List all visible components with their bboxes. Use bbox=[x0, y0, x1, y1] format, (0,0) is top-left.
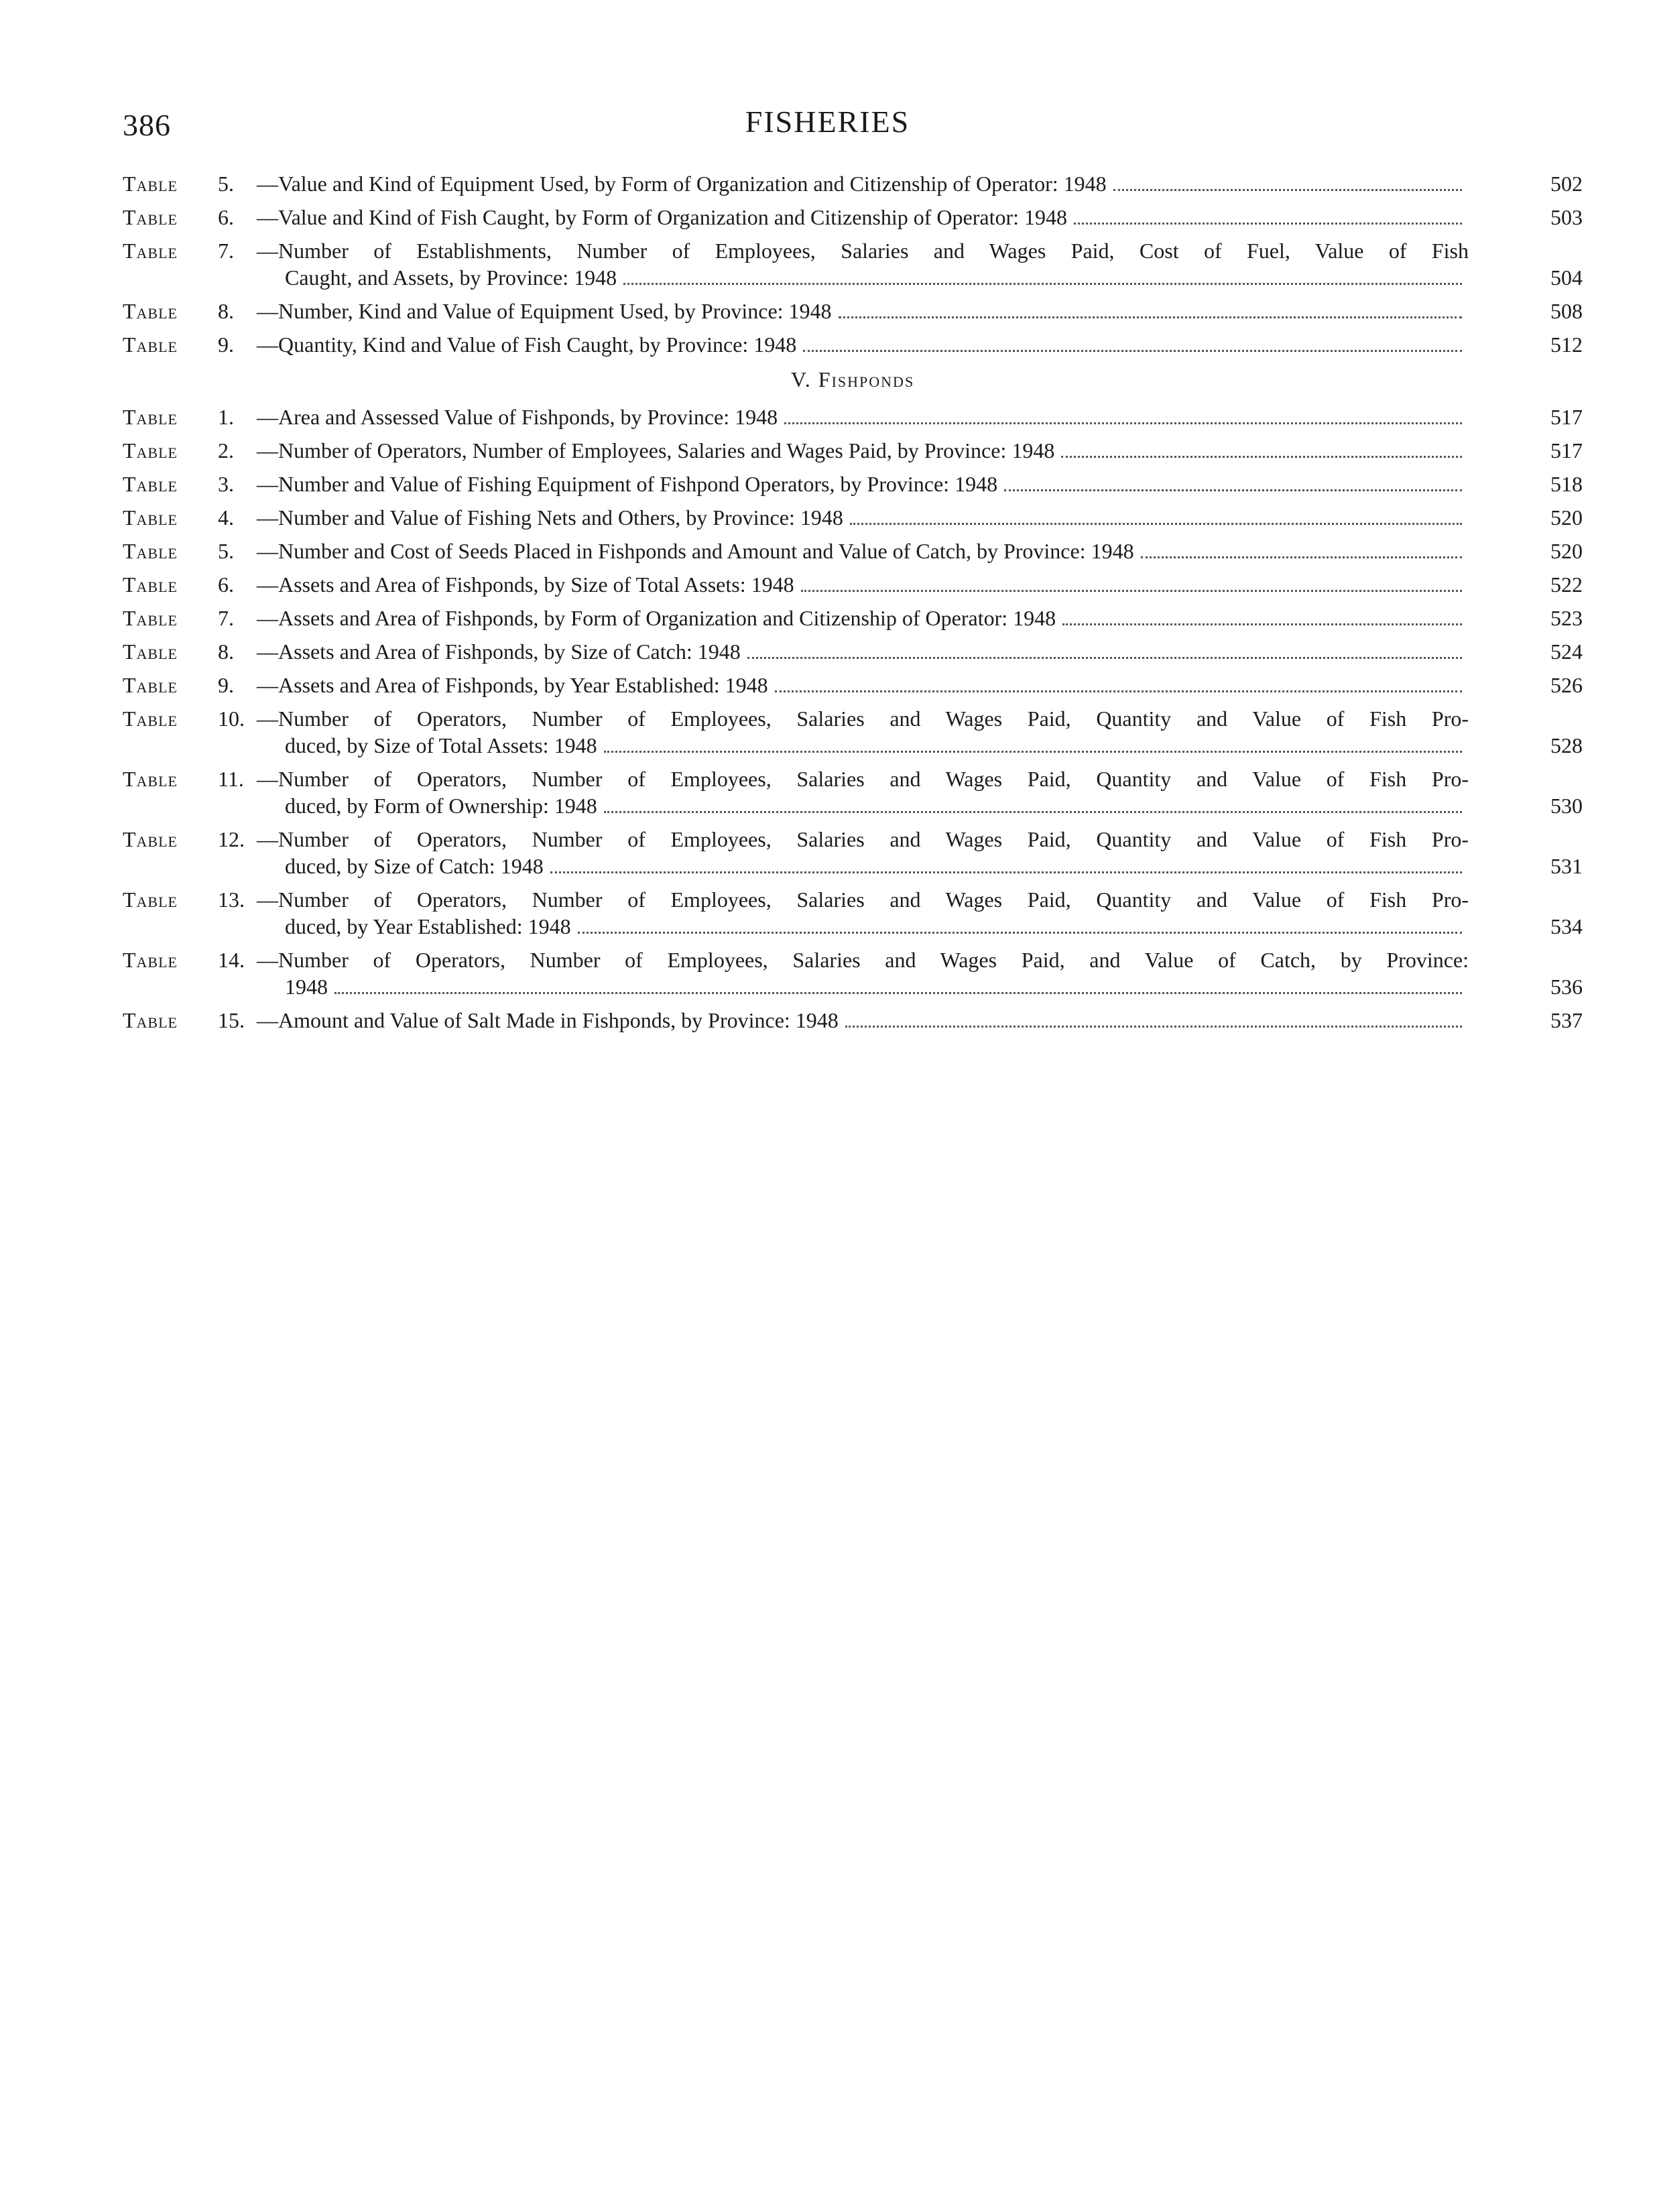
toc-entry bbox=[123, 331, 1583, 358]
toc-entry-number: 4. bbox=[218, 505, 234, 530]
toc-entry-page: 504 bbox=[1550, 265, 1583, 290]
toc-entry-label: Table bbox=[123, 706, 178, 731]
toc-entry-title-line-1: —Number of Operators, Number of Employees, Salaries and Wages Paid, Quantity and Value of Fish Pro- bbox=[257, 767, 1469, 791]
toc-entry-number: 5. bbox=[218, 172, 234, 196]
toc-entry-number: 14. bbox=[218, 948, 245, 972]
dot-leader bbox=[1062, 623, 1462, 625]
toc-entry-title: —Number of Operators, Number of Employees, Salaries and Wages Paid, by Province: 1948 bbox=[257, 438, 1055, 463]
running-head-title: FISHERIES bbox=[745, 105, 910, 139]
toc-entry bbox=[123, 204, 1583, 231]
toc-entry-label: Table bbox=[123, 239, 178, 263]
toc-entry-number: 9. bbox=[218, 673, 234, 697]
toc-entry-title-line-1: —Number of Operators, Number of Employees, Salaries and Wages Paid, Quantity and Value of Fish Pro- bbox=[257, 706, 1469, 731]
toc-entry bbox=[123, 946, 1583, 1000]
dot-leader bbox=[604, 751, 1462, 753]
toc-entry-number: 1. bbox=[218, 405, 234, 429]
toc-entry-title: —Assets and Area of Fishponds, by Size of Catch: 1948 bbox=[257, 639, 741, 664]
toc-entry-page: 534 bbox=[1550, 914, 1583, 938]
toc-entry-label: Table bbox=[123, 827, 178, 851]
toc-entry bbox=[123, 471, 1583, 497]
toc-entry-label: Table bbox=[123, 472, 178, 496]
toc-entry-page: 528 bbox=[1550, 733, 1583, 757]
toc-entry-page: 520 bbox=[1550, 539, 1583, 563]
toc-entry-number: 12. bbox=[218, 827, 245, 851]
toc-entry-number: 2. bbox=[218, 438, 234, 463]
toc-entry-title: —Quantity, Kind and Value of Fish Caught, by Province: 1948 bbox=[257, 332, 797, 357]
toc-entry-label: Table bbox=[123, 172, 178, 196]
toc-entry-label: Table bbox=[123, 606, 178, 630]
dot-leader bbox=[1113, 189, 1462, 191]
toc-entry-title: —Value and Kind of Fish Caught, by Form of Organization and Citizenship of Operator: 1948 bbox=[257, 205, 1067, 229]
dot-leader bbox=[1074, 223, 1462, 225]
toc-entry-number: 15. bbox=[218, 1008, 245, 1032]
toc-entry-page: 502 bbox=[1550, 172, 1583, 196]
dot-leader bbox=[1004, 489, 1462, 491]
toc-entry-number: 7. bbox=[218, 606, 234, 630]
toc-entry-title-line-2: 1948 bbox=[285, 975, 328, 999]
toc-entry-page: 537 bbox=[1550, 1008, 1583, 1032]
dot-leader bbox=[550, 871, 1462, 873]
toc-entry bbox=[123, 826, 1583, 879]
dot-leader bbox=[801, 590, 1462, 592]
toc-entry-label: Table bbox=[123, 405, 178, 429]
toc-entry-title-line-2: duced, by Form of Ownership: 1948 bbox=[285, 794, 597, 818]
toc-entry-label: Table bbox=[123, 887, 178, 912]
toc-entry bbox=[123, 538, 1583, 564]
toc-entry-label: Table bbox=[123, 539, 178, 563]
toc-entry-page: 530 bbox=[1550, 794, 1583, 818]
table-of-contents bbox=[123, 170, 1583, 1040]
toc-entry-label: Table bbox=[123, 1008, 178, 1032]
toc-entry bbox=[123, 298, 1583, 324]
dot-leader bbox=[604, 811, 1462, 813]
toc-entry-number: 8. bbox=[218, 299, 234, 323]
toc-entry bbox=[123, 237, 1583, 291]
toc-entry-title: —Number, Kind and Value of Equipment Used, by Province: 1948 bbox=[257, 299, 832, 323]
dot-leader bbox=[334, 992, 1462, 994]
toc-entry bbox=[123, 571, 1583, 598]
toc-entry-label: Table bbox=[123, 505, 178, 530]
dot-leader bbox=[1061, 456, 1462, 458]
toc-entry-title: —Value and Kind of Equipment Used, by Form of Organization and Citizenship of Operator: 1948 bbox=[257, 172, 1107, 196]
toc-entry-number: 6. bbox=[218, 205, 234, 229]
dot-leader bbox=[845, 1026, 1462, 1028]
dot-leader bbox=[578, 932, 1462, 934]
toc-entry-page: 536 bbox=[1550, 975, 1583, 999]
toc-entry bbox=[123, 672, 1583, 698]
toc-entry-page: 526 bbox=[1550, 673, 1583, 697]
toc-entry bbox=[123, 705, 1583, 759]
toc-entry-page: 517 bbox=[1550, 405, 1583, 429]
toc-entry-label: Table bbox=[123, 205, 178, 229]
toc-entry-title: —Assets and Area of Fishponds, by Form of Organization and Citizenship of Operator: 1948 bbox=[257, 606, 1056, 630]
toc-entry bbox=[123, 886, 1583, 940]
toc-entry-label: Table bbox=[123, 767, 178, 791]
toc-entry-title-line-1: —Number of Operators, Number of Employees, Salaries and Wages Paid, Quantity and Value of Fish Pro- bbox=[257, 827, 1469, 851]
toc-entry-number: 9. bbox=[218, 332, 234, 357]
toc-entry bbox=[123, 765, 1583, 819]
dot-leader bbox=[803, 350, 1462, 352]
toc-entry-number: 7. bbox=[218, 239, 234, 263]
toc-entry-page: 512 bbox=[1550, 332, 1583, 357]
dot-leader bbox=[850, 523, 1462, 525]
toc-entry-title-line-2: duced, by Size of Total Assets: 1948 bbox=[285, 733, 597, 757]
toc-entry-page: 524 bbox=[1550, 639, 1583, 664]
toc-entry-page: 508 bbox=[1550, 299, 1583, 323]
toc-entry bbox=[123, 170, 1583, 197]
page-number: 386 bbox=[123, 108, 171, 142]
toc-entry-title-line-2: duced, by Year Established: 1948 bbox=[285, 914, 571, 938]
toc-entry-label: Table bbox=[123, 948, 178, 972]
dot-leader bbox=[839, 316, 1462, 318]
dot-leader bbox=[747, 657, 1462, 659]
toc-entry-title: —Assets and Area of Fishponds, by Year Established: 1948 bbox=[257, 673, 768, 697]
toc-entry-title: —Amount and Value of Salt Made in Fishponds, by Province: 1948 bbox=[257, 1008, 839, 1032]
toc-entry-title: —Number and Value of Fishing Nets and Others, by Province: 1948 bbox=[257, 505, 843, 530]
toc-entry-label: Table bbox=[123, 572, 178, 597]
toc-entry-number: 3. bbox=[218, 472, 234, 496]
toc-entry-page: 531 bbox=[1550, 854, 1583, 878]
toc-entry-label: Table bbox=[123, 673, 178, 697]
dot-leader bbox=[775, 690, 1462, 692]
toc-entry-label: Table bbox=[123, 332, 178, 357]
toc-entry-page: 523 bbox=[1550, 606, 1583, 630]
toc-entry-number: 13. bbox=[218, 887, 245, 912]
toc-entry-title-line-1: —Number of Operators, Number of Employees, Salaries and Wages Paid, Quantity and Value of Fish Pro- bbox=[257, 887, 1469, 912]
toc-entry-title-line-1: —Number of Operators, Number of Employees, Salaries and Wages Paid, and Value of Catch, by Province: bbox=[257, 948, 1469, 972]
toc-entry-label: Table bbox=[123, 438, 178, 463]
toc-entry-title: —Number and Value of Fishing Equipment of Fishpond Operators, by Province: 1948 bbox=[257, 472, 998, 496]
toc-entry-number: 5. bbox=[218, 539, 234, 563]
section-heading: V. Fishponds bbox=[790, 367, 915, 391]
toc-entry bbox=[123, 504, 1583, 531]
toc-entry-label: Table bbox=[123, 299, 178, 323]
toc-entry-page: 503 bbox=[1550, 205, 1583, 229]
toc-entry-page: 522 bbox=[1550, 572, 1583, 597]
dot-leader bbox=[623, 283, 1462, 285]
toc-entry-title-line-2: duced, by Size of Catch: 1948 bbox=[285, 854, 544, 878]
toc-entry-title: —Number and Cost of Seeds Placed in Fishponds and Amount and Value of Catch, by Province: 1948 bbox=[257, 539, 1134, 563]
toc-entry bbox=[123, 404, 1583, 430]
toc-entry-number: 6. bbox=[218, 572, 234, 597]
toc-entry-page: 517 bbox=[1550, 438, 1583, 463]
toc-entry bbox=[123, 437, 1583, 464]
toc-entry bbox=[123, 1007, 1583, 1034]
toc-entry-number: 11. bbox=[218, 767, 244, 791]
toc-entry-title: —Area and Assessed Value of Fishponds, by Province: 1948 bbox=[257, 405, 778, 429]
dot-leader bbox=[1141, 556, 1462, 558]
toc-entry-page: 518 bbox=[1550, 472, 1583, 496]
toc-entry-title-line-1: —Number of Establishments, Number of Employees, Salaries and Wages Paid, Cost of Fuel, Value of Fish bbox=[257, 239, 1469, 263]
toc-entry-label: Table bbox=[123, 639, 178, 664]
dot-leader bbox=[784, 422, 1462, 424]
toc-entry bbox=[123, 605, 1583, 631]
toc-entry-title-line-2: Caught, and Assets, by Province: 1948 bbox=[285, 265, 617, 290]
toc-entry-page: 520 bbox=[1550, 505, 1583, 530]
toc-entry-number: 8. bbox=[218, 639, 234, 664]
toc-entry-title: —Assets and Area of Fishponds, by Size of Total Assets: 1948 bbox=[257, 572, 794, 597]
toc-entry bbox=[123, 638, 1583, 665]
toc-entry-number: 10. bbox=[218, 706, 245, 731]
